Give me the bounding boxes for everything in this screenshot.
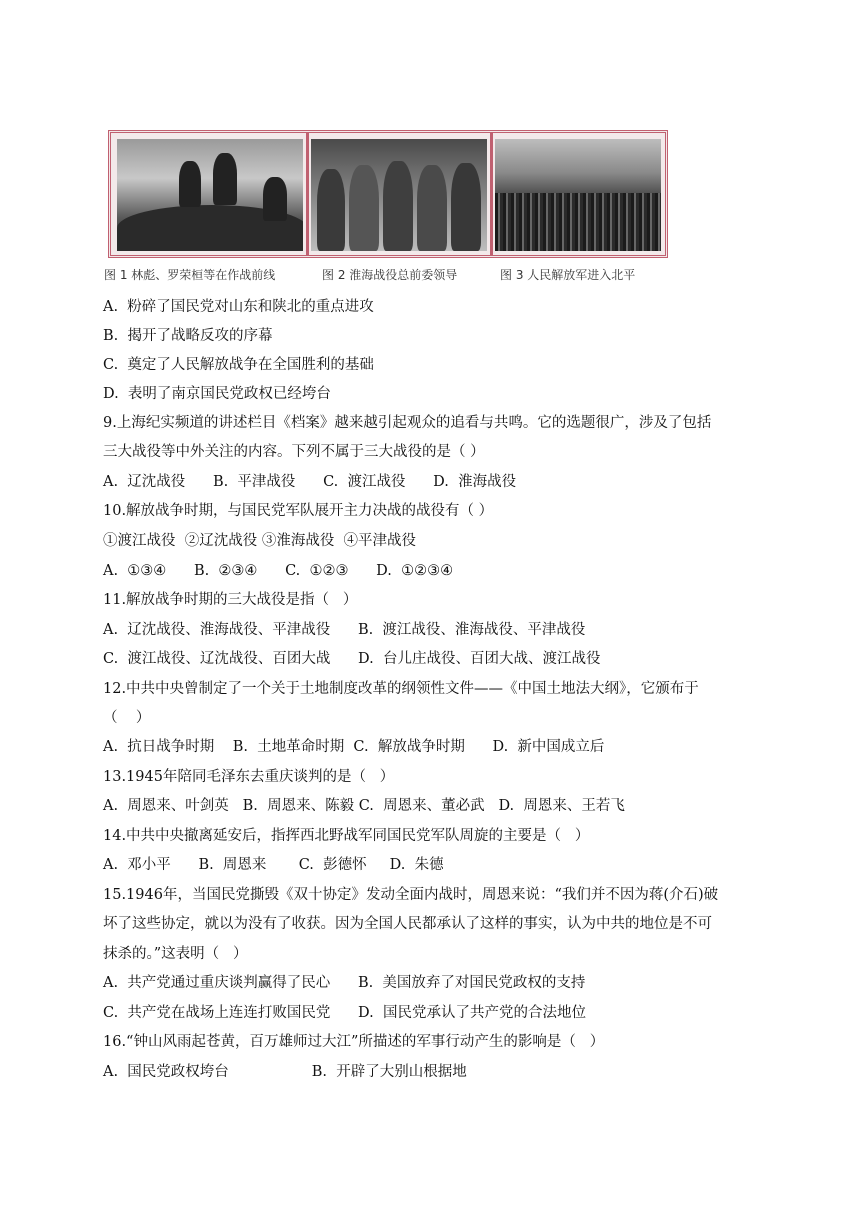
question-9-cont: 三大战役等中外关注的内容。下列不属于三大战役的是（ ） (103, 444, 485, 460)
photo-front-line (117, 139, 303, 251)
question-10-items: ①渡江战役 ②辽沈战役 ③淮海战役 ④平津战役 (103, 533, 417, 549)
question-9-options: A. 辽沈战役 B. 平津战役 C. 渡江战役 D. 淮海战役 (103, 474, 517, 490)
question-13: 13.1945年陪同毛泽东去重庆谈判的是（ ） (103, 769, 395, 785)
caption-3: 图 3 人民解放军进入北平 (500, 268, 636, 282)
question-15-cont: 抹杀的。”这表明（ ） (103, 946, 248, 962)
option-line: B. 揭开了战略反攻的序幕 (103, 328, 273, 344)
question-10-options: A. ①③④ B. ②③④ C. ①②③ D. ①②③④ (103, 563, 454, 579)
option-line: C. 奠定了人民解放战争在全国胜利的基础 (103, 357, 374, 373)
question-12: 12.中共中央曾制定了一个关于土地制度改革的纲领性文件——《中国土地法大纲》，它颁布于 (103, 681, 699, 697)
photo-huaihai-committee (311, 139, 487, 251)
question-9: 9.上海纪实频道的讲述栏目《档案》越来越引起观众的追看与共鸣。它的选题很广，涉及了包括 (103, 415, 712, 431)
question-16-options: A. 国民党政权垮台 B. 开辟了大别山根据地 (103, 1064, 467, 1080)
question-13-options: A. 周恩来、叶剑英 B. 周恩来、陈毅 C. 周恩来、董必武 D. 周恩来、王若飞 (103, 798, 625, 814)
photo-divider (490, 133, 493, 255)
caption-1: 图 1 林彪、罗荣桓等在作战前线 (104, 268, 276, 282)
question-10: 10.解放战争时期，与国民党军队展开主力决战的战役有（ ） (103, 503, 494, 519)
option-line: A. 粉碎了国民党对山东和陕北的重点进攻 (103, 299, 374, 315)
photo-army-enters-beiping (495, 139, 661, 251)
question-15-options-cd: C. 共产党在战场上连连打败国民党 D. 国民党承认了共产党的合法地位 (103, 1005, 586, 1021)
question-15: 15.1946年，当国民党撕毁《双十协定》发动全面内战时，周恩来说：“我们并不因为蒋(介石)破 (103, 887, 719, 903)
question-14: 14.中共中央撤离延安后，指挥西北野战军同国民党军队周旋的主要是（ ） (103, 828, 590, 844)
option-line: D. 表明了南京国民党政权已经垮台 (103, 386, 331, 402)
question-15-options-ab: A. 共产党通过重庆谈判赢得了民心 B. 美国放弃了对国民党政权的支持 (103, 975, 586, 991)
question-14-options: A. 邓小平 B. 周恩来 C. 彭德怀 D. 朱德 (103, 857, 444, 873)
question-12-options: A. 抗日战争时期 B. 土地革命时期 C. 解放战争时期 D. 新中国成立后 (103, 739, 605, 755)
question-15-cont: 坏了这些协定，就以为没有了收获。因为全国人民都承认了这样的事实，认为中共的地位是不可 (103, 916, 712, 932)
caption-2: 图 2 淮海战役总前委领导 (322, 268, 458, 282)
question-11: 11.解放战争时期的三大战役是指（ ） (103, 592, 358, 608)
figure-captions (104, 266, 668, 284)
question-12-cont: （ ） (103, 710, 151, 726)
figure-photo-strip (108, 130, 668, 258)
question-11-options-ab: A. 辽沈战役、淮海战役、平津战役 B. 渡江战役、淮海战役、平津战役 (103, 622, 586, 638)
question-16: 16.“钟山风雨起苍黄，百万雄师过大江”所描述的军事行动产生的影响是（ ） (103, 1034, 605, 1050)
photo-divider (306, 133, 309, 255)
question-11-options-cd: C. 渡江战役、辽沈战役、百团大战 D. 台儿庄战役、百团大战、渡江战役 (103, 651, 601, 667)
